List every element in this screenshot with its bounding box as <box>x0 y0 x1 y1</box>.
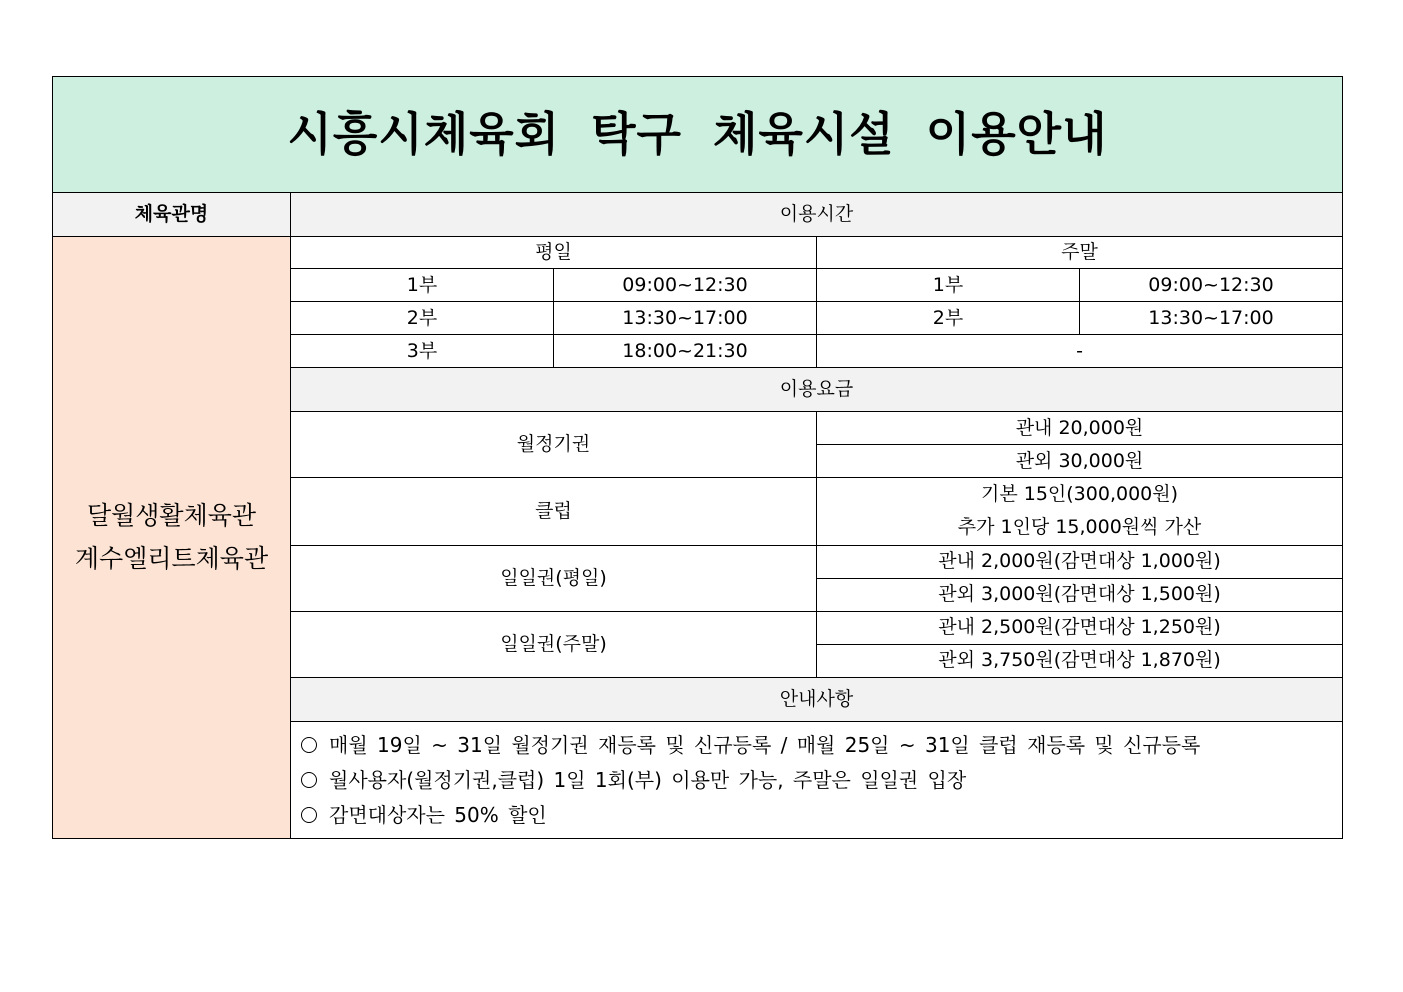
weekday-session-time: 13:30~17:00 <box>554 302 817 335</box>
notes-section-header: 안내사항 <box>291 677 1343 721</box>
note-text: 매월 19일 ~ 31일 월정기권 재등록 및 신규등록 / 매월 25일 ~ 31일 클럽 재등록 및 신규등록 <box>329 732 1201 757</box>
weekday-session-label: 1부 <box>291 269 554 302</box>
info-sheet <box>52 76 1342 839</box>
weekend-empty-cell: - <box>817 335 1343 368</box>
page-title: 시흥시체육회 탁구 체육시설 이용안내 <box>53 77 1343 193</box>
fee-value: 관내 2,000원(감면대상 1,000원) <box>817 545 1343 578</box>
fee-value: 관내 20,000원 <box>817 412 1343 445</box>
fee-type-label: 일일권(주말) <box>291 611 817 677</box>
fee-type-label: 일일권(평일) <box>291 545 817 611</box>
weekend-session-label: 2부 <box>817 302 1080 335</box>
weekend-session-label: 1부 <box>817 269 1080 302</box>
note-item <box>301 763 1342 798</box>
weekday-label: 평일 <box>291 237 817 269</box>
fee-value: 관내 2,500원(감면대상 1,250원) <box>817 611 1343 644</box>
fee-value: 추가 1인당 15,000원씩 가산 <box>957 516 1202 539</box>
venue-names-cell <box>53 237 291 839</box>
fee-value: 관외 30,000원 <box>817 445 1343 478</box>
note-item <box>301 798 1342 833</box>
weekday-session-label: 2부 <box>291 302 554 335</box>
note-item <box>301 728 1342 763</box>
facility-info-table <box>52 76 1343 839</box>
header-row <box>53 193 1343 237</box>
venue-name: 계수엘리트체육관 <box>74 544 269 574</box>
fee-value: 관외 3,000원(감면대상 1,500원) <box>817 578 1343 611</box>
title-row <box>53 77 1343 193</box>
circle-bullet-icon <box>301 737 317 753</box>
hours-column-header: 이용시간 <box>291 193 1343 237</box>
venue-column-header: 체육관명 <box>53 193 291 237</box>
weekend-label: 주말 <box>817 237 1343 269</box>
note-text: 월사용자(월정기권,클럽) 1일 1회(부) 이용만 가능, 주말은 일일권 입장 <box>329 767 967 792</box>
circle-bullet-icon <box>301 772 317 788</box>
weekday-session-time: 18:00~21:30 <box>554 335 817 368</box>
notes-cell <box>291 721 1343 838</box>
day-type-row <box>53 237 1343 269</box>
fee-value: 기본 15인(300,000원) <box>980 483 1179 505</box>
club-fee-cell <box>817 478 1343 546</box>
weekday-session-time: 09:00~12:30 <box>554 269 817 302</box>
circle-bullet-icon <box>301 807 317 823</box>
fees-section-header: 이용요금 <box>291 368 1343 412</box>
note-text: 감면대상자는 50% 할인 <box>329 802 547 827</box>
weekend-session-time: 13:30~17:00 <box>1080 302 1343 335</box>
weekday-session-label: 3부 <box>291 335 554 368</box>
fee-type-label: 월정기권 <box>291 412 817 478</box>
fee-type-label: 클럽 <box>291 478 817 546</box>
venue-name: 달월생활체육관 <box>86 500 257 530</box>
weekend-session-time: 09:00~12:30 <box>1080 269 1343 302</box>
fee-value: 관외 3,750원(감면대상 1,870원) <box>817 644 1343 677</box>
